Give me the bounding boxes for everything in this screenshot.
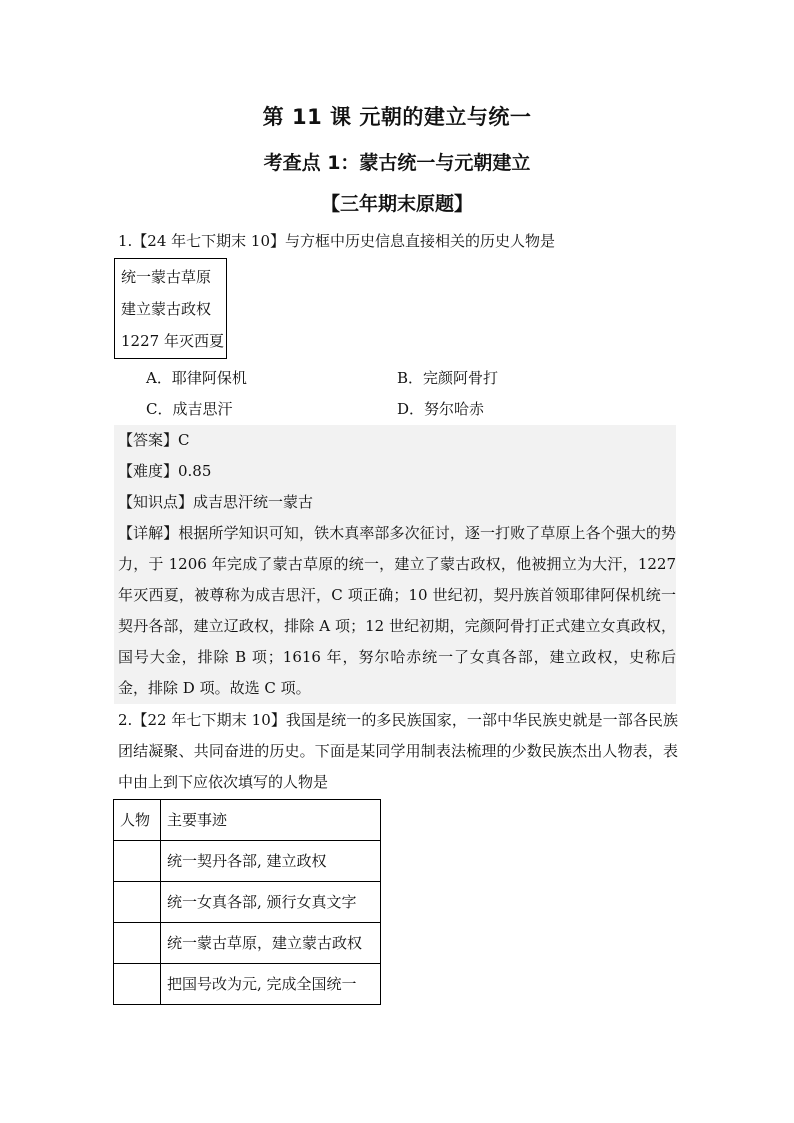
- table-cell: 统一女真各部, 颁行女真文字: [161, 882, 381, 923]
- table-cell: 统一契丹各部, 建立政权: [161, 841, 381, 882]
- q1-knowledge-point: 【知识点】成吉思汗统一蒙古: [118, 493, 314, 511]
- table-header-row: [114, 800, 381, 841]
- table-cell: 统一蒙古草原，建立蒙古政权: [161, 923, 381, 964]
- q1-stem: 1.【24 年七下期末 10】与方框中历史信息直接相关的历史人物是: [118, 232, 556, 250]
- table-cell: [114, 964, 161, 1005]
- table-cell: [114, 923, 161, 964]
- q1-option-d: D．努尔哈赤: [397, 400, 485, 418]
- table-cell: 把国号改为元, 完成全国统一: [161, 964, 381, 1005]
- figures-table: [113, 799, 381, 1005]
- q1-info-box: [114, 258, 227, 359]
- box-line: 建立蒙古政权: [121, 300, 212, 318]
- table-cell: [114, 841, 161, 882]
- table-row: [114, 882, 381, 923]
- q2-stem: 2.【22 年七下期末 10】我国是统一的多民族国家，一部中华民族史就是一部各民族团结凝聚、共同奋进的历史。下面是某同学用制表法梳理的少数民族杰出人物表，表中由上到下应依次填写的人物是: [118, 711, 678, 791]
- table-row: [114, 964, 381, 1005]
- q1-answer: 【答案】C: [118, 431, 190, 449]
- table-row: [114, 841, 381, 882]
- table-header: 人物: [114, 800, 161, 841]
- q1-option-c: C．成吉思汗: [146, 400, 233, 418]
- lesson-title: 第 11 课 元朝的建立与统一: [262, 105, 532, 129]
- q1-detail: 【详解】根据所学知识可知，铁木真率部多次征讨，逐一打败了草原上各个强大的势力，于 1206 年完成了蒙古草原的统一，建立了蒙古政权，他被拥立为大汗，1227 年灭西夏，被尊称为成吉思汗，C 项正确；10 世纪初，契丹族首领耶律阿保机统一契丹各部，建立辽政权，排除 A 项；12 世纪初期，完颜阿骨打正式建立女真政权，国号大金，排除 B 项；1616 年，努尔哈赤统一了女真各部，建立政权，史称后金，排除 D 项。故选 C 项。: [118, 524, 676, 697]
- q1-difficulty: 【难度】0.85: [118, 462, 212, 480]
- table-row: [114, 923, 381, 964]
- exam-point-title: 考查点 1：蒙古统一与元朝建立: [263, 152, 531, 174]
- table-header: 主要事迹: [161, 800, 381, 841]
- section-heading: 【三年期末原题】: [320, 193, 473, 215]
- q1-option-b: B．完颜阿骨打: [397, 369, 499, 387]
- q1-option-a: A．耶律阿保机: [146, 369, 247, 387]
- box-line: 统一蒙古草原: [121, 268, 212, 286]
- table-cell: [114, 882, 161, 923]
- box-line: 1227 年灭西夏: [121, 332, 224, 350]
